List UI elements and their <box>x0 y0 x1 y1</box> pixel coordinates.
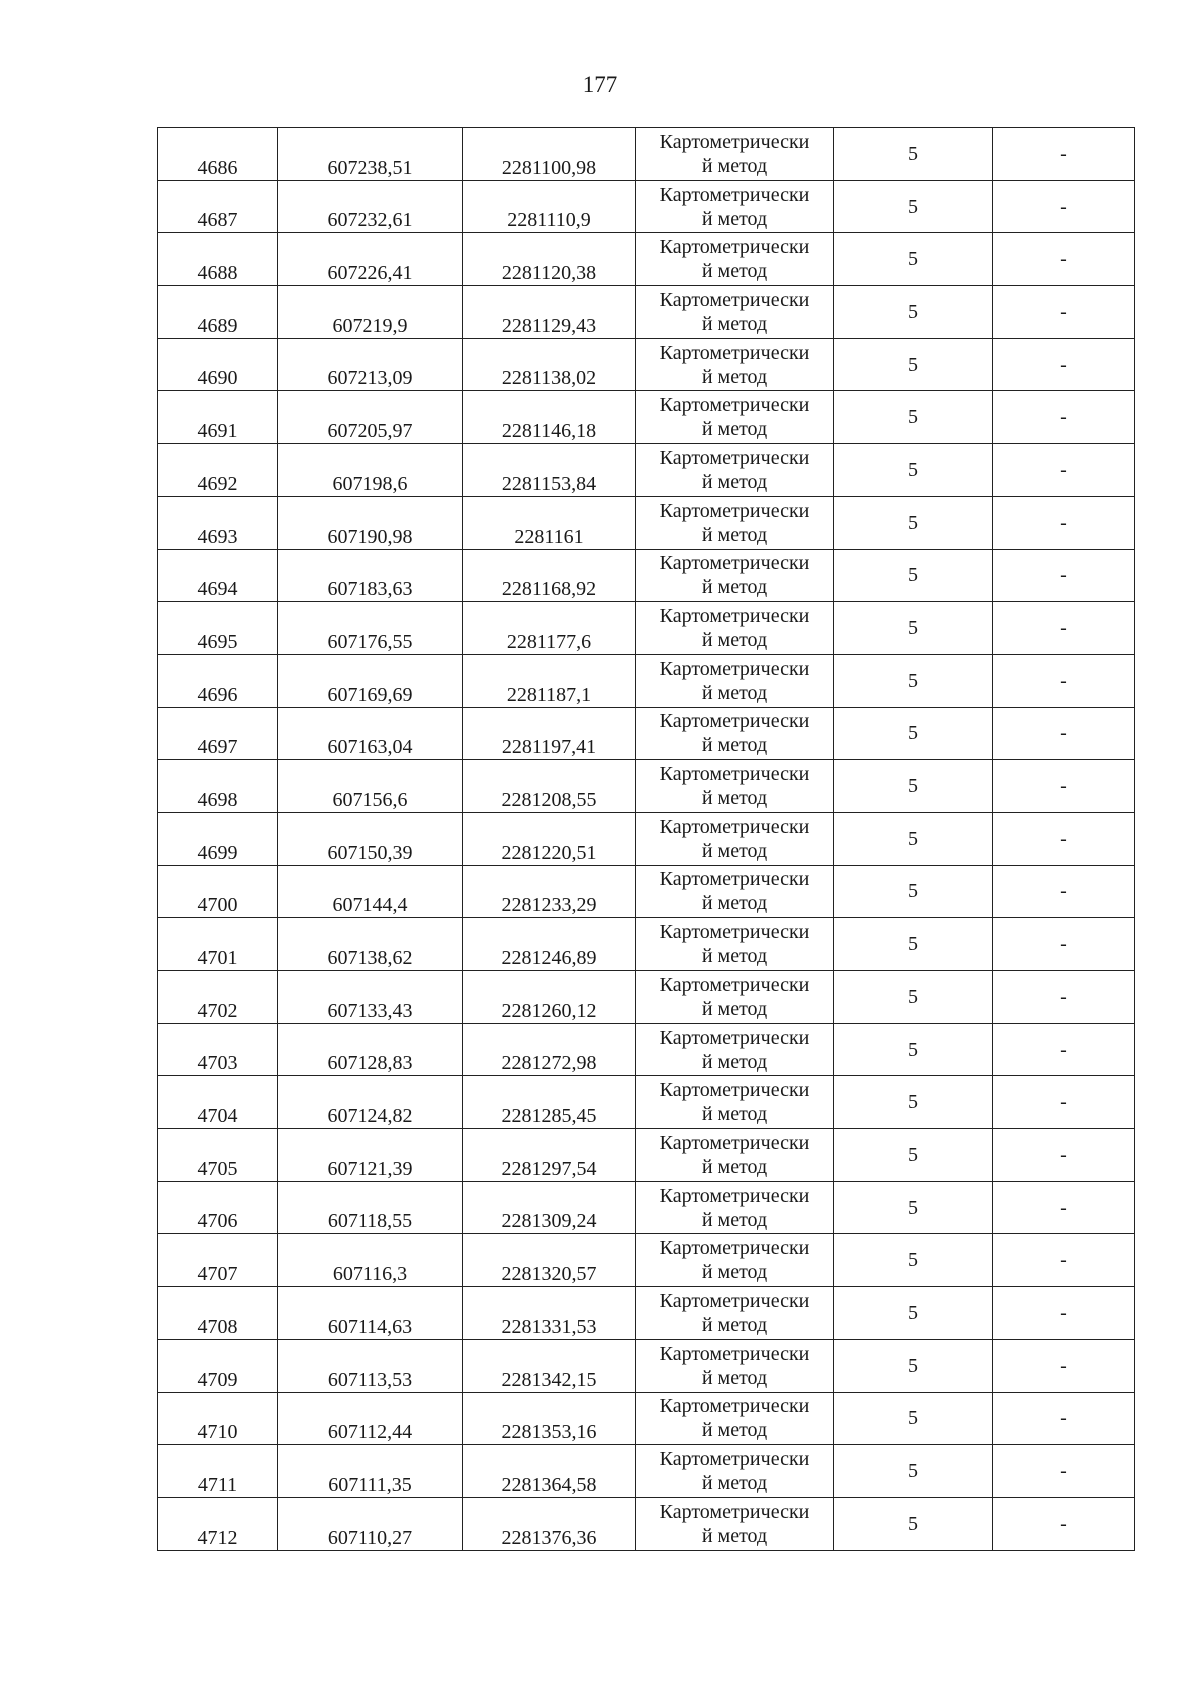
accuracy-cell: 5 <box>834 1234 993 1287</box>
method-cell <box>636 1287 834 1340</box>
table-row <box>158 1181 1135 1234</box>
method-text-line1: Картометрически <box>659 394 810 417</box>
method-text-line2: й метод <box>701 1313 768 1336</box>
accuracy-cell: 5 <box>834 971 993 1024</box>
method-text-line2: й метод <box>701 1419 768 1442</box>
method-text-line1: Картометрически <box>659 236 810 259</box>
method-cell <box>636 1497 834 1550</box>
note-cell: - <box>993 1076 1135 1129</box>
point-number-cell: 4693 <box>158 496 278 549</box>
table-row <box>158 496 1135 549</box>
note-cell: - <box>993 1181 1135 1234</box>
y-coordinate-cell: 2281353,16 <box>463 1392 636 1445</box>
method-text-line1: Картометрически <box>659 1448 810 1471</box>
point-number-cell: 4705 <box>158 1129 278 1182</box>
note-cell: - <box>993 391 1135 444</box>
y-coordinate-cell: 2281146,18 <box>463 391 636 444</box>
table-row <box>158 391 1135 444</box>
point-number-cell: 4696 <box>158 654 278 707</box>
method-text-line2: й метод <box>701 1103 768 1126</box>
method-cell <box>636 496 834 549</box>
x-coordinate-cell: 607150,39 <box>278 812 463 865</box>
note-cell: - <box>993 1497 1135 1550</box>
table-row <box>158 1497 1135 1550</box>
method-text-line2: й метод <box>701 312 768 335</box>
accuracy-cell: 5 <box>834 128 993 181</box>
x-coordinate-cell: 607190,98 <box>278 496 463 549</box>
method-cell <box>636 286 834 339</box>
method-cell <box>636 1181 834 1234</box>
accuracy-cell: 5 <box>834 1445 993 1498</box>
y-coordinate-cell: 2281246,89 <box>463 918 636 971</box>
method-text-line2: й метод <box>701 1050 768 1073</box>
point-number-cell: 4711 <box>158 1445 278 1498</box>
y-coordinate-cell: 2281129,43 <box>463 286 636 339</box>
method-text-line1: Картометрически <box>659 1500 810 1523</box>
accuracy-cell: 5 <box>834 1076 993 1129</box>
point-number-cell: 4709 <box>158 1339 278 1392</box>
table-row <box>158 128 1135 181</box>
note-cell: - <box>993 812 1135 865</box>
note-cell: - <box>993 865 1135 918</box>
method-cell <box>636 233 834 286</box>
page-number: 177 <box>582 72 618 97</box>
accuracy-cell: 5 <box>834 1392 993 1445</box>
accuracy-cell: 5 <box>834 1181 993 1234</box>
point-number-cell: 4706 <box>158 1181 278 1234</box>
x-coordinate-cell: 607138,62 <box>278 918 463 971</box>
y-coordinate-cell: 2281342,15 <box>463 1339 636 1392</box>
method-text-line2: й метод <box>701 207 768 230</box>
method-cell <box>636 338 834 391</box>
table-row <box>158 760 1135 813</box>
x-coordinate-cell: 607238,51 <box>278 128 463 181</box>
point-number-cell: 4702 <box>158 971 278 1024</box>
method-cell <box>636 444 834 497</box>
table-row <box>158 180 1135 233</box>
table-row <box>158 233 1135 286</box>
y-coordinate-cell: 2281197,41 <box>463 707 636 760</box>
y-coordinate-cell: 2281285,45 <box>463 1076 636 1129</box>
method-text-line2: й метод <box>701 681 768 704</box>
point-number-cell: 4695 <box>158 602 278 655</box>
y-coordinate-cell: 2281161 <box>463 496 636 549</box>
accuracy-cell: 5 <box>834 1129 993 1182</box>
accuracy-cell: 5 <box>834 602 993 655</box>
x-coordinate-cell: 607226,41 <box>278 233 463 286</box>
y-coordinate-cell: 2281260,12 <box>463 971 636 1024</box>
y-coordinate-cell: 2281376,36 <box>463 1497 636 1550</box>
table-row <box>158 865 1135 918</box>
x-coordinate-cell: 607163,04 <box>278 707 463 760</box>
table-row <box>158 918 1135 971</box>
x-coordinate-cell: 607116,3 <box>278 1234 463 1287</box>
y-coordinate-cell: 2281100,98 <box>463 128 636 181</box>
note-cell: - <box>993 496 1135 549</box>
method-text-line2: й метод <box>701 1472 768 1495</box>
method-text-line2: й метод <box>701 1155 768 1178</box>
method-text-line1: Картометрически <box>659 763 810 786</box>
method-text-line1: Картометрически <box>659 1342 810 1365</box>
table-row <box>158 1076 1135 1129</box>
method-text-line1: Картометрически <box>659 921 810 944</box>
note-cell: - <box>993 971 1135 1024</box>
method-text-line2: й метод <box>701 787 768 810</box>
method-text-line1: Картометрически <box>659 1131 810 1154</box>
accuracy-cell: 5 <box>834 654 993 707</box>
accuracy-cell: 5 <box>834 391 993 444</box>
method-text-line1: Картометрически <box>659 973 810 996</box>
note-cell: - <box>993 1392 1135 1445</box>
table-row <box>158 707 1135 760</box>
method-cell <box>636 180 834 233</box>
note-cell: - <box>993 760 1135 813</box>
point-number-cell: 4692 <box>158 444 278 497</box>
x-coordinate-cell: 607113,53 <box>278 1339 463 1392</box>
method-text-line2: й метод <box>701 1366 768 1389</box>
method-text-line2: й метод <box>701 1261 768 1284</box>
method-cell <box>636 1392 834 1445</box>
y-coordinate-cell: 2281153,84 <box>463 444 636 497</box>
method-cell <box>636 812 834 865</box>
note-cell: - <box>993 1129 1135 1182</box>
accuracy-cell: 5 <box>834 1339 993 1392</box>
method-text-line2: й метод <box>701 1208 768 1231</box>
point-number-cell: 4688 <box>158 233 278 286</box>
x-coordinate-cell: 607176,55 <box>278 602 463 655</box>
method-cell <box>636 971 834 1024</box>
y-coordinate-cell: 2281110,9 <box>463 180 636 233</box>
method-cell <box>636 865 834 918</box>
note-cell: - <box>993 918 1135 971</box>
accuracy-cell: 5 <box>834 760 993 813</box>
method-text-line2: й метод <box>701 997 768 1020</box>
table-row <box>158 1392 1135 1445</box>
method-text-line1: Картометрически <box>659 1184 810 1207</box>
method-text-line1: Картометрически <box>659 341 810 364</box>
point-number-cell: 4710 <box>158 1392 278 1445</box>
point-number-cell: 4689 <box>158 286 278 339</box>
accuracy-cell: 5 <box>834 338 993 391</box>
y-coordinate-cell: 2281187,1 <box>463 654 636 707</box>
x-coordinate-cell: 607133,43 <box>278 971 463 1024</box>
method-text-line1: Картометрически <box>659 868 810 891</box>
method-text-line2: й метод <box>701 418 768 441</box>
method-text-line1: Картометрически <box>659 1079 810 1102</box>
x-coordinate-cell: 607121,39 <box>278 1129 463 1182</box>
method-text-line1: Картометрически <box>659 710 810 733</box>
accuracy-cell: 5 <box>834 1497 993 1550</box>
point-number-cell: 4697 <box>158 707 278 760</box>
y-coordinate-cell: 2281331,53 <box>463 1287 636 1340</box>
point-number-cell: 4686 <box>158 128 278 181</box>
table-row <box>158 1287 1135 1340</box>
x-coordinate-cell: 607183,63 <box>278 549 463 602</box>
method-text-line1: Картометрически <box>659 1026 810 1049</box>
accuracy-cell: 5 <box>834 549 993 602</box>
method-text-line2: й метод <box>701 892 768 915</box>
method-cell <box>636 1076 834 1129</box>
method-text-line1: Картометрически <box>659 446 810 469</box>
y-coordinate-cell: 2281272,98 <box>463 1023 636 1076</box>
point-number-cell: 4690 <box>158 338 278 391</box>
method-text-line2: й метод <box>701 629 768 652</box>
method-text-line1: Картометрически <box>659 605 810 628</box>
table-row <box>158 338 1135 391</box>
method-cell <box>636 707 834 760</box>
method-cell <box>636 1234 834 1287</box>
x-coordinate-cell: 607232,61 <box>278 180 463 233</box>
method-text-line2: й метод <box>701 945 768 968</box>
method-cell <box>636 128 834 181</box>
point-number-cell: 4712 <box>158 1497 278 1550</box>
y-coordinate-cell: 2281177,6 <box>463 602 636 655</box>
point-number-cell: 4703 <box>158 1023 278 1076</box>
accuracy-cell: 5 <box>834 286 993 339</box>
note-cell: - <box>993 1023 1135 1076</box>
x-coordinate-cell: 607112,44 <box>278 1392 463 1445</box>
method-text-line2: й метод <box>701 523 768 546</box>
method-text-line2: й метод <box>701 470 768 493</box>
x-coordinate-cell: 607124,82 <box>278 1076 463 1129</box>
method-text-line2: й метод <box>701 576 768 599</box>
accuracy-cell: 5 <box>834 444 993 497</box>
method-text-line2: й метод <box>701 365 768 388</box>
note-cell: - <box>993 1339 1135 1392</box>
note-cell: - <box>993 180 1135 233</box>
method-text-line1: Картометрически <box>659 130 810 153</box>
method-text-line2: й метод <box>701 154 768 177</box>
accuracy-cell: 5 <box>834 1287 993 1340</box>
y-coordinate-cell: 2281297,54 <box>463 1129 636 1182</box>
method-cell <box>636 602 834 655</box>
table-row <box>158 654 1135 707</box>
x-coordinate-cell: 607205,97 <box>278 391 463 444</box>
table-row <box>158 549 1135 602</box>
accuracy-cell: 5 <box>834 496 993 549</box>
y-coordinate-cell: 2281320,57 <box>463 1234 636 1287</box>
note-cell: - <box>993 602 1135 655</box>
accuracy-cell: 5 <box>834 812 993 865</box>
x-coordinate-cell: 607111,35 <box>278 1445 463 1498</box>
note-cell: - <box>993 654 1135 707</box>
method-cell <box>636 1445 834 1498</box>
x-coordinate-cell: 607198,6 <box>278 444 463 497</box>
accuracy-cell: 5 <box>834 865 993 918</box>
note-cell: - <box>993 338 1135 391</box>
method-cell <box>636 918 834 971</box>
table-row <box>158 971 1135 1024</box>
table-row <box>158 444 1135 497</box>
y-coordinate-cell: 2281364,58 <box>463 1445 636 1498</box>
y-coordinate-cell: 2281208,55 <box>463 760 636 813</box>
y-coordinate-cell: 2281138,02 <box>463 338 636 391</box>
point-number-cell: 4707 <box>158 1234 278 1287</box>
point-number-cell: 4708 <box>158 1287 278 1340</box>
method-cell <box>636 654 834 707</box>
x-coordinate-cell: 607110,27 <box>278 1497 463 1550</box>
y-coordinate-cell: 2281233,29 <box>463 865 636 918</box>
note-cell: - <box>993 444 1135 497</box>
x-coordinate-cell: 607219,9 <box>278 286 463 339</box>
y-coordinate-cell: 2281220,51 <box>463 812 636 865</box>
x-coordinate-cell: 607118,55 <box>278 1181 463 1234</box>
x-coordinate-cell: 607169,69 <box>278 654 463 707</box>
note-cell: - <box>993 1287 1135 1340</box>
point-number-cell: 4694 <box>158 549 278 602</box>
method-text-line1: Картометрически <box>659 183 810 206</box>
method-cell <box>636 549 834 602</box>
method-cell <box>636 760 834 813</box>
method-text-line2: й метод <box>701 1524 768 1547</box>
note-cell: - <box>993 128 1135 181</box>
table-row <box>158 1339 1135 1392</box>
accuracy-cell: 5 <box>834 707 993 760</box>
method-text-line2: й метод <box>701 734 768 757</box>
method-cell <box>636 391 834 444</box>
table-body <box>158 128 1135 1551</box>
note-cell: - <box>993 1234 1135 1287</box>
method-text-line1: Картометрически <box>659 1395 810 1418</box>
accuracy-cell: 5 <box>834 1023 993 1076</box>
method-text-line1: Картометрически <box>659 815 810 838</box>
table-row <box>158 1023 1135 1076</box>
method-text-line1: Картометрически <box>659 499 810 522</box>
accuracy-cell: 5 <box>834 180 993 233</box>
method-cell <box>636 1339 834 1392</box>
note-cell: - <box>993 1445 1135 1498</box>
x-coordinate-cell: 607114,63 <box>278 1287 463 1340</box>
point-number-cell: 4700 <box>158 865 278 918</box>
method-text-line1: Картометрически <box>659 288 810 311</box>
table-row <box>158 286 1135 339</box>
method-text-line2: й метод <box>701 839 768 862</box>
table-row <box>158 1445 1135 1498</box>
x-coordinate-cell: 607144,4 <box>278 865 463 918</box>
x-coordinate-cell: 607128,83 <box>278 1023 463 1076</box>
y-coordinate-cell: 2281120,38 <box>463 233 636 286</box>
table-row <box>158 602 1135 655</box>
accuracy-cell: 5 <box>834 918 993 971</box>
point-number-cell: 4699 <box>158 812 278 865</box>
coordinates-table <box>157 127 1135 1551</box>
method-cell <box>636 1129 834 1182</box>
method-text-line1: Картометрически <box>659 552 810 575</box>
point-number-cell: 4698 <box>158 760 278 813</box>
note-cell: - <box>993 233 1135 286</box>
method-text-line2: й метод <box>701 260 768 283</box>
point-number-cell: 4701 <box>158 918 278 971</box>
method-text-line1: Картометрически <box>659 1237 810 1260</box>
method-text-line1: Картометрически <box>659 1289 810 1312</box>
method-text-line1: Картометрически <box>659 657 810 680</box>
x-coordinate-cell: 607156,6 <box>278 760 463 813</box>
note-cell: - <box>993 549 1135 602</box>
table-row <box>158 1234 1135 1287</box>
y-coordinate-cell: 2281168,92 <box>463 549 636 602</box>
table-row <box>158 1129 1135 1182</box>
point-number-cell: 4687 <box>158 180 278 233</box>
point-number-cell: 4704 <box>158 1076 278 1129</box>
accuracy-cell: 5 <box>834 233 993 286</box>
method-cell <box>636 1023 834 1076</box>
y-coordinate-cell: 2281309,24 <box>463 1181 636 1234</box>
note-cell: - <box>993 707 1135 760</box>
point-number-cell: 4691 <box>158 391 278 444</box>
note-cell: - <box>993 286 1135 339</box>
table-row <box>158 812 1135 865</box>
x-coordinate-cell: 607213,09 <box>278 338 463 391</box>
